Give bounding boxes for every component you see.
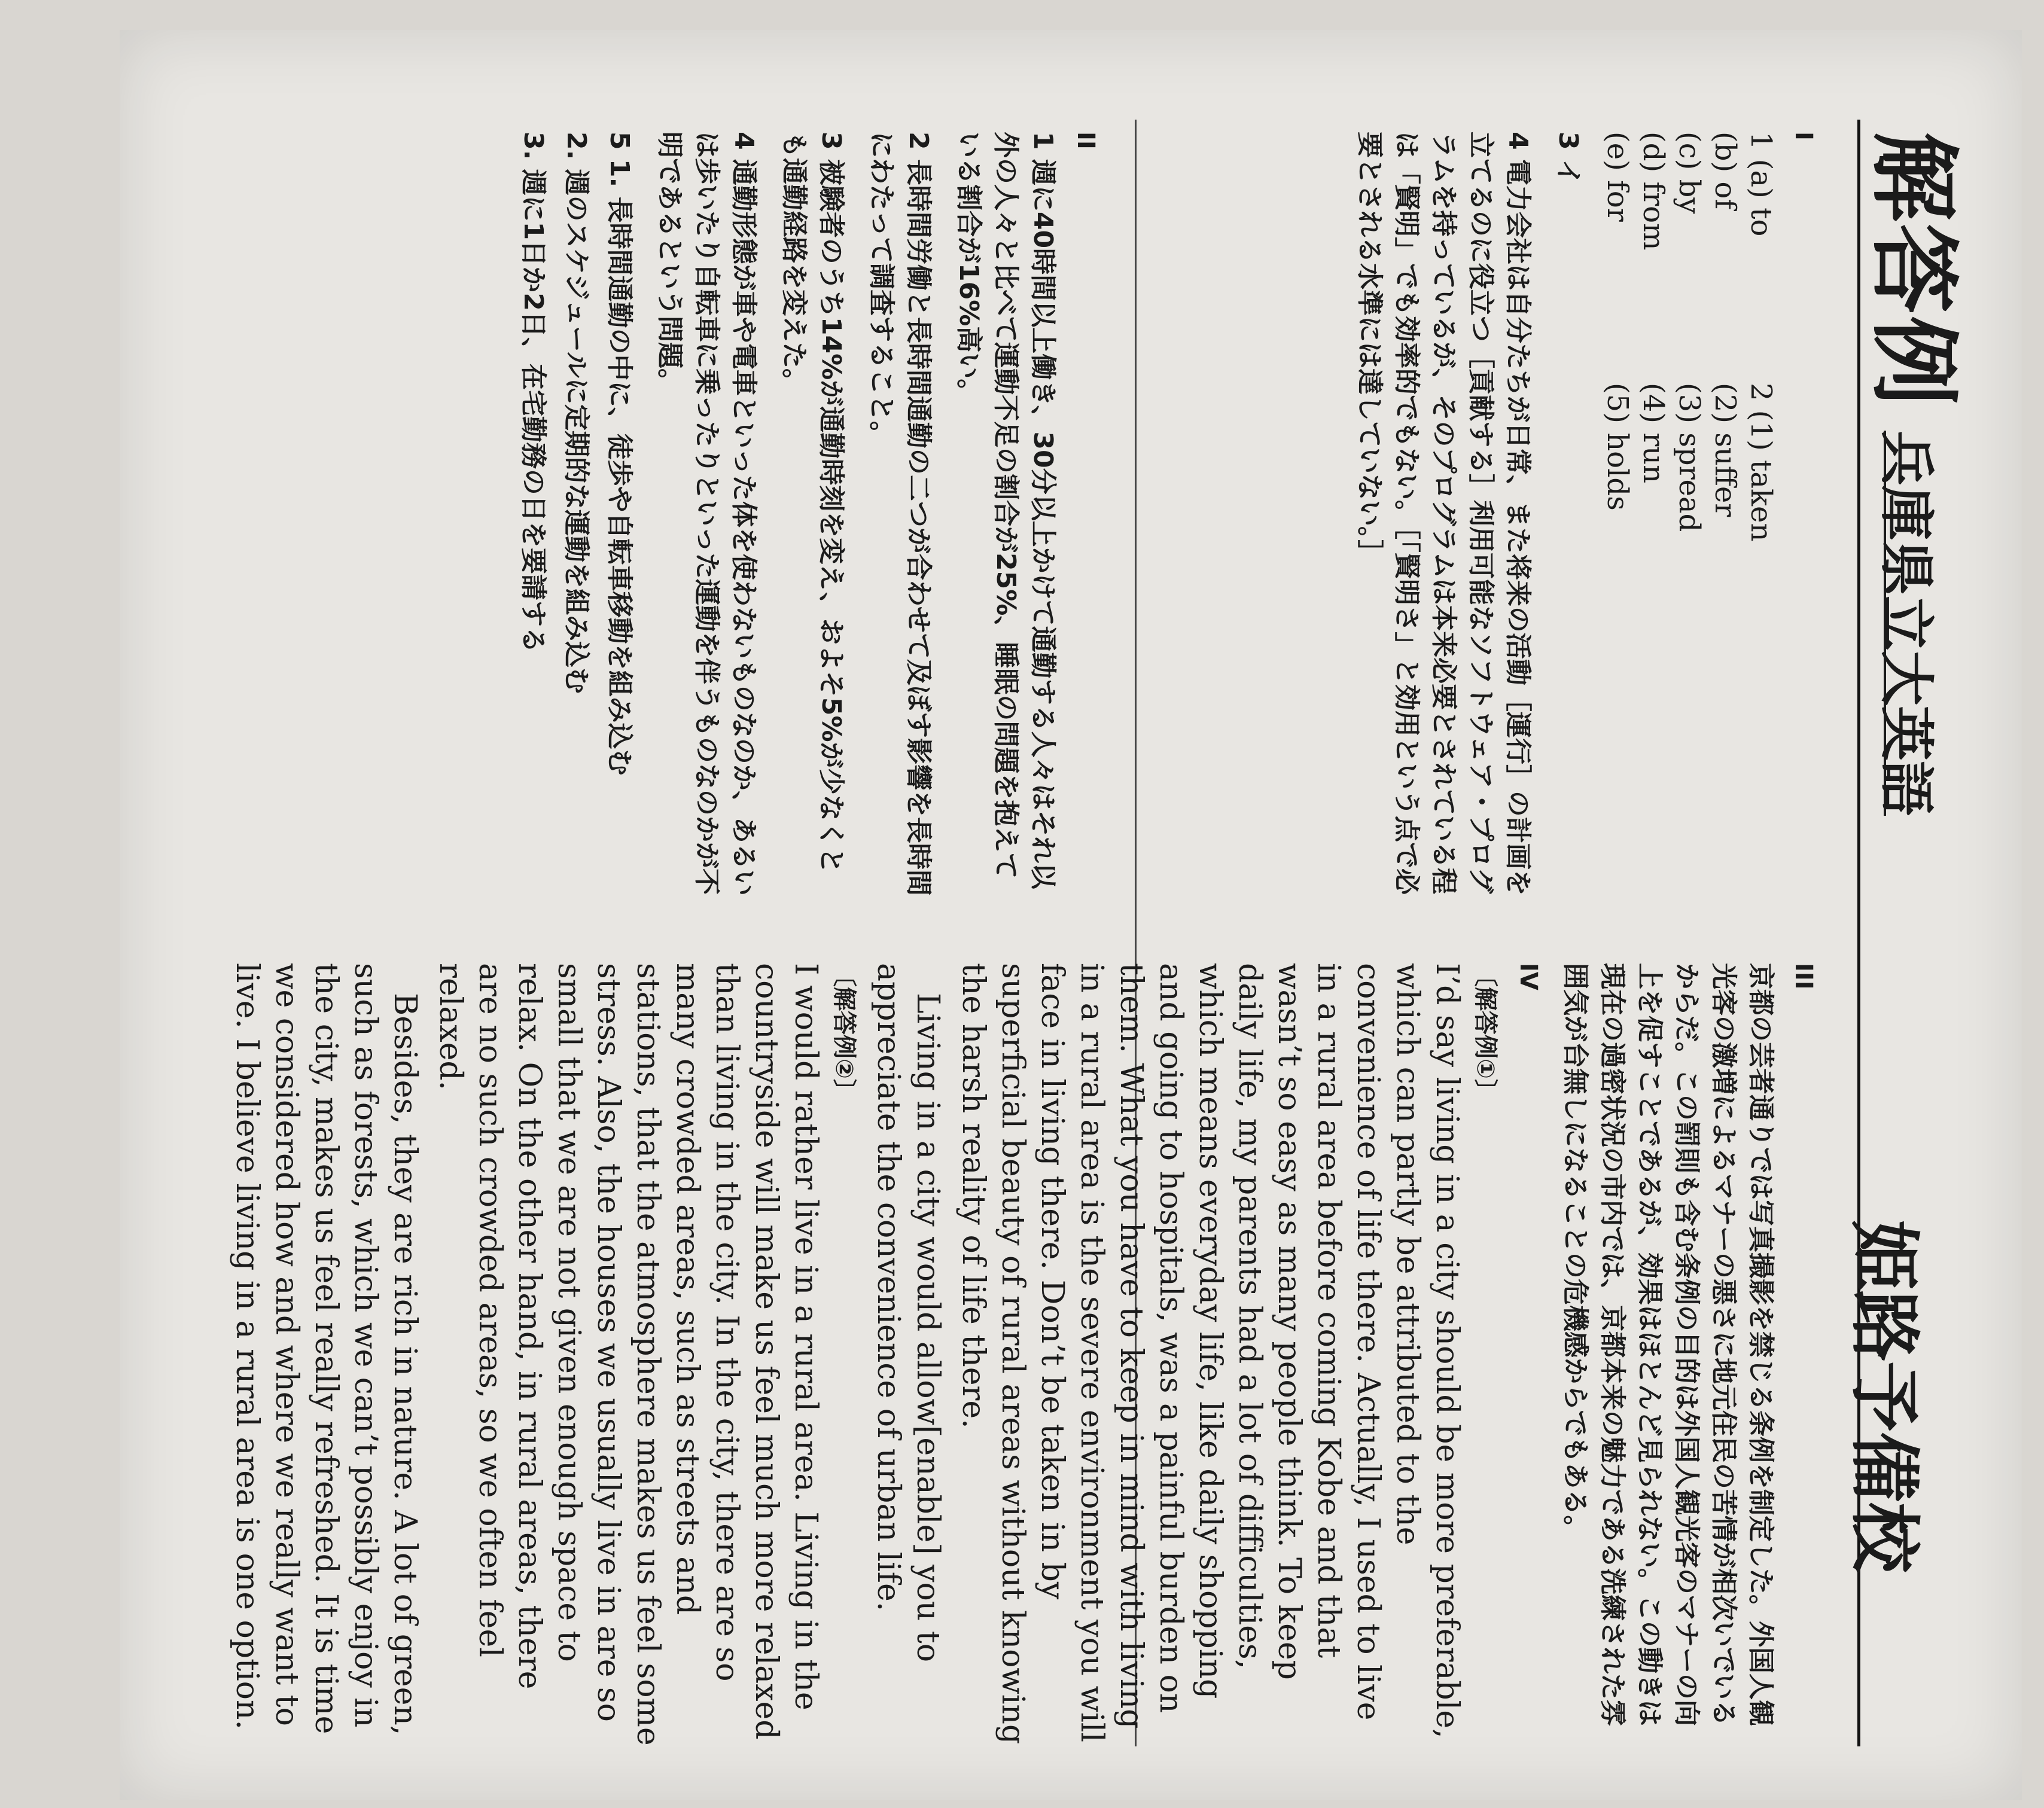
section2-q5-1: 5 1. 長時間通勤の中に、徒歩や自転車移動を組み込む xyxy=(604,132,635,776)
example1-paragraph: I’d say living in a city should be more preferable, which can partly be attributed to the convenience of life there. Actually, I used to live in a rural area before coming Kobe and that wasn’t so easy as many people think. To keep daily life, my parents had a lot of difficulties, which means everyday life, like daily shopping and going to hospitals, was a painful burden on them. What you have to keep in mind with living in a rural area is the severe environment you will face in living there. Don’t be taken in by superficial beauty of rural areas without knowing the harsh reality of life there. xyxy=(955,963,1465,1745)
section1-q2-list xyxy=(1600,383,1779,646)
section1-q1-list xyxy=(1600,132,1779,383)
section2-q5-2: 2. 週のスケジュールに定期的な運動を組み込む xyxy=(561,132,592,694)
example2-label: 〔解答例②〕 xyxy=(830,963,858,1103)
section2-label: II xyxy=(1072,132,1099,150)
section1-label: I xyxy=(1790,132,1817,141)
section-answers-left xyxy=(1160,132,1830,897)
section3-label: III xyxy=(1790,963,1817,990)
page-subtitle: 兵庫県立大英語 xyxy=(1874,431,1938,816)
page-title: 解答例 xyxy=(1861,132,1965,408)
section1-q4: 4 電力会社は自分たちが日常、また将来の活動［運行］の計画を立てるのに役立つ［貢献する］利用可能なソフトウェア・プログラムを持っているが、そのプログラムは本来必要とされている程は「賢明」でも効率的でもない。［「賢明さ」と効用という点で必要とされる水準には達していない。］ xyxy=(1354,132,1533,896)
answer-line: (2) suffer xyxy=(1708,383,1742,517)
section3-text: 京都の芸者通りでは写真撮影を禁じる条例を制定した。外国人観光客の激増によるマナーの悪さに地元住民の苦情が相次いでいるからだ。この罰則も含む条例の目的は外国人観光客のマナーの向上を促すことであるが、効果はほとんど見られない。この動きは現在の過密状況の市内では、京都本来の魅力である洗練された雰囲気が台無しになることの危機感からでもある。 xyxy=(1560,963,1776,1726)
section2-q4: 4 通勤形態が車や電車といった体を使わないものなのか、あるいは歩いたり自転車に乗ったりといった運動を伴うものなのかが不明であるという問題。 xyxy=(654,132,759,896)
answer-line: (4) run xyxy=(1637,383,1670,484)
answer-line: 2 (1) taken xyxy=(1744,383,1778,542)
answer-line: 1 (a) to xyxy=(1744,132,1778,237)
section1-q3: 3 イ xyxy=(1553,132,1583,185)
section2-q2: 2 長時間労働と長時間通勤の二つが合わせて及ぼす影響を長時間にわたって調査すること。 xyxy=(866,132,934,896)
section2-q1: 1 週に40時間以上働き、30分以上かけて通勤する人々はそれ以外の人々と比べて運動不足の割合が25%、睡眠の問題を抱えている割合が16%高い。 xyxy=(954,132,1058,889)
school-name: 姫路予備校 xyxy=(1843,1220,1926,1574)
section2-answers xyxy=(179,132,1113,897)
section2-q5-3: 3. 週に1日か2日、在宅勤務の日を要請する xyxy=(518,132,549,653)
rotated-content xyxy=(120,30,2022,1800)
example1-label: 〔解答例①〕 xyxy=(1472,963,1499,1103)
title-block xyxy=(1843,120,1998,1746)
newspaper-page xyxy=(120,30,2022,1800)
example2-paragraph: Besides, they are rich in nature. A lot of green, such as forests, which we can’t possibly enjoy in the city, makes us feel really refreshed. It is time we considered how and where we really want to live. I believe living in a rural area is one option. xyxy=(229,963,423,1736)
example1-paragraph: Living in a city would allow[enable] you to appreciate the convenience of urban life. xyxy=(870,963,946,1663)
answer-line: (d) from xyxy=(1637,132,1670,251)
answer-line: (e) for xyxy=(1601,132,1634,222)
answer-line: (5) holds xyxy=(1601,383,1634,511)
section4-answer xyxy=(179,963,1555,1746)
section3-answer xyxy=(1560,963,1830,1746)
answer-line: (b) of xyxy=(1708,132,1742,210)
section4-label: IV xyxy=(1515,963,1542,990)
answer-line: (c) by xyxy=(1673,132,1706,214)
section2-q3: 3 被験者のうち14%が通勤時刻を変え、およそ5%が少なくとも通勤経路を変えた。 xyxy=(779,132,846,874)
answer-line: (3) spread xyxy=(1673,383,1706,532)
example2-paragraph: I would rather live in a rural area. Living in the countryside will make us feel much more relaxed than living in the city. In the city, there are so many crowded areas, such as streets and stations, that the atmosphere makes us feel some stress. Also, the houses we usually live in are so small that we are not given enough space to relax. On the other hand, in rural areas, there are no such crowded areas, so we often feel relaxed. xyxy=(432,963,824,1746)
